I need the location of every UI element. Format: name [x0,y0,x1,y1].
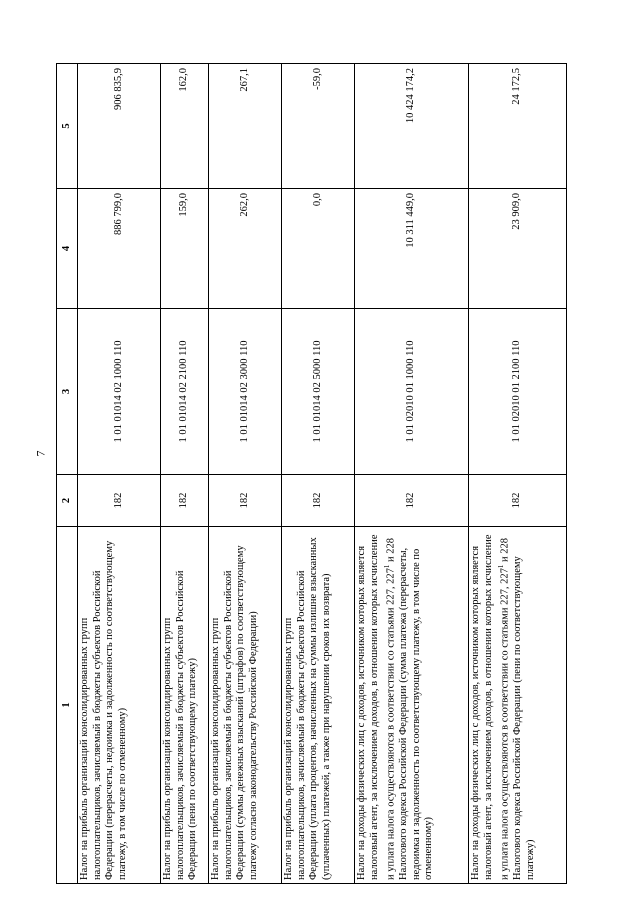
page-number: 7 [33,450,48,457]
row-description: Налог на прибыль организаций консолидированных групп налогоплательщиков, зачисляемый в бюджеты субъектов Российской Федерации (суммы денежных взысканий (штрафов) по соответствующему платежу согласно законодательству Российской Федерации) [209,527,282,884]
row-value-col4: 23 909,0 [469,189,567,309]
row-value-col5: 906 835,9 [78,64,161,189]
table-row [161,64,209,884]
row-budget-code: 1 01 01014 02 5000 110 [282,309,355,475]
row-budget-code: 1 01 01014 02 1000 110 [78,309,161,475]
header-col-2: 2 [57,475,78,527]
row-value-col4: 159,0 [161,189,209,309]
row-value-col4: 886 799,0 [78,189,161,309]
header-col-1: 1 [57,527,78,884]
row-value-col5: 267,1 [209,64,282,189]
row-value-col5: -59,0 [282,64,355,189]
table-row [209,64,282,884]
rotated-table-container [56,64,584,884]
row-admin-code: 182 [282,475,355,527]
row-value-col5: 10 424 174,2 [355,64,469,189]
row-budget-code: 1 01 01014 02 2100 110 [161,309,209,475]
row-value-col5: 24 172,5 [469,64,567,189]
table-row [282,64,355,884]
row-budget-code: 1 01 01014 02 3000 110 [209,309,282,475]
revenue-table [56,63,567,884]
row-description [469,527,567,884]
header-col-5: 5 [57,64,78,189]
row-description: Налог на прибыль организаций консолидированных групп налогоплательщиков, зачисляемый в бюджеты субъектов Российской Федерации (уплата процентов, начисленных на суммы излишне взысканных (уплаченных) платежей, а также при нарушении сроков их возврата) [282,527,355,884]
row-value-col4: 10 311 449,0 [355,189,469,309]
row-admin-code: 182 [209,475,282,527]
row-description [355,527,469,884]
table-row [355,64,469,884]
row-admin-code: 182 [355,475,469,527]
row-description-part-a: Налог на доходы физических лиц с доходов, источником которых является налоговый агент, за исключением доходов, в отношении которых исчисление и уплата налога осуществляются в соответствии со статьями 227, 227 [356,534,397,880]
row-description: Налог на прибыль организаций консолидированных групп налогоплательщиков, зачисляемый в бюджеты субъектов Российской Федерации (пени по соответствующему платежу) [161,527,209,884]
row-budget-code: 1 01 02010 01 1000 110 [355,309,469,475]
header-col-4: 4 [57,189,78,309]
row-admin-code: 182 [161,475,209,527]
row-description-part-b: и 228 Налогового кодекса Российской Федерации (сумма платежа (перерасчеты, недоимка и задолженность по соответствующему платежу, в том числе по отмененному) [385,538,434,880]
superscript: 1 [497,564,505,569]
header-col-3: 3 [57,309,78,475]
row-budget-code: 1 01 02010 01 2100 110 [469,309,567,475]
row-description-part-a: Налог на доходы физических лиц с доходов, источником которых является налоговый агент, за исключением доходов, в отношении которых исчисление и уплата налога осуществляются в соответствии со статьями 227, 227 [470,534,511,880]
header-row [57,64,78,884]
row-admin-code: 182 [78,475,161,527]
row-admin-code: 182 [469,475,567,527]
superscript: 1 [383,564,391,569]
table-row [78,64,161,884]
row-value-col4: 0,0 [282,189,355,309]
row-value-col4: 262,0 [209,189,282,309]
row-value-col5: 162,0 [161,64,209,189]
row-description-part-b: и 228 Налогового кодекса Российской Федерации (пени по соответствующему платежу) [499,538,536,880]
table-row [469,64,567,884]
row-description: Налог на прибыль организаций консолидированных групп налогоплательщиков, зачисляемый в бюджеты субъектов Российской Федерации (перерасчеты, недоимка и задолженность по соответствующему платежу, в том числе по отмененному) [78,527,161,884]
